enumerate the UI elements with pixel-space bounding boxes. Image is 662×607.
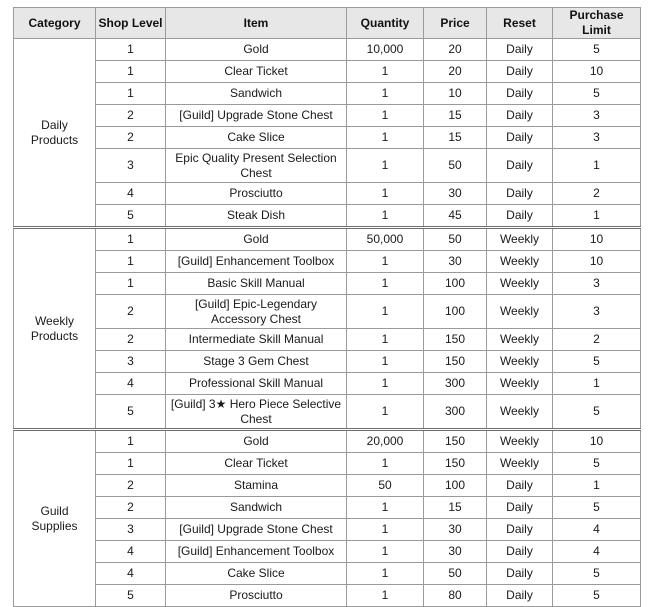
item-cell: Gold [166, 228, 347, 251]
item-cell: Clear Ticket [166, 453, 347, 475]
price-cell: 30 [424, 541, 487, 563]
item-cell: [Guild] Enhancement Toolbox [166, 251, 347, 273]
shop-level-cell: 1 [96, 430, 166, 453]
table-row [14, 105, 641, 127]
shop-level-cell: 3 [96, 519, 166, 541]
table-row [14, 39, 641, 61]
category-cell: Weekly Products [14, 228, 96, 430]
item-cell: Stamina [166, 475, 347, 497]
purchase-limit-cell: 10 [553, 228, 641, 251]
table-row [14, 83, 641, 105]
purchase-limit-cell: 1 [553, 373, 641, 395]
shop-level-cell: 1 [96, 273, 166, 295]
purchase-limit-cell: 3 [553, 295, 641, 329]
reset-cell: Weekly [487, 395, 553, 430]
table-row [14, 61, 641, 83]
reset-cell: Daily [487, 497, 553, 519]
price-cell: 15 [424, 105, 487, 127]
header-purchase-limit: Purchase Limit [553, 8, 641, 39]
reset-cell: Daily [487, 475, 553, 497]
shop-level-cell: 2 [96, 475, 166, 497]
quantity-cell: 1 [347, 453, 424, 475]
shop-level-cell: 2 [96, 329, 166, 351]
table-row [14, 373, 641, 395]
table-row [14, 205, 641, 228]
quantity-cell: 1 [347, 149, 424, 183]
item-cell: Cake Slice [166, 563, 347, 585]
quantity-cell: 1 [347, 205, 424, 228]
table-row [14, 541, 641, 563]
purchase-limit-cell: 10 [553, 430, 641, 453]
item-cell: Prosciutto [166, 183, 347, 205]
quantity-cell: 10,000 [347, 39, 424, 61]
purchase-limit-cell: 10 [553, 251, 641, 273]
header-row [14, 8, 641, 39]
purchase-limit-cell: 5 [553, 453, 641, 475]
item-cell: [Guild] Epic-Legendary Accessory Chest [166, 295, 347, 329]
quantity-cell: 50 [347, 475, 424, 497]
quantity-cell: 1 [347, 395, 424, 430]
price-cell: 100 [424, 475, 487, 497]
purchase-limit-cell: 4 [553, 519, 641, 541]
table-row [14, 453, 641, 475]
purchase-limit-cell: 5 [553, 351, 641, 373]
item-cell: Gold [166, 39, 347, 61]
reset-cell: Weekly [487, 351, 553, 373]
reset-cell: Daily [487, 105, 553, 127]
header-shop-level: Shop Level [96, 8, 166, 39]
table-row [14, 329, 641, 351]
reset-cell: Weekly [487, 329, 553, 351]
quantity-cell: 1 [347, 497, 424, 519]
reset-cell: Daily [487, 205, 553, 228]
shop-level-cell: 2 [96, 497, 166, 519]
purchase-limit-cell: 2 [553, 329, 641, 351]
quantity-cell: 1 [347, 61, 424, 83]
item-cell: [Guild] 3★ Hero Piece Selective Chest [166, 395, 347, 430]
quantity-cell: 1 [347, 295, 424, 329]
shop-level-cell: 1 [96, 83, 166, 105]
purchase-limit-cell: 4 [553, 541, 641, 563]
shop-level-cell: 4 [96, 183, 166, 205]
purchase-limit-cell: 5 [553, 585, 641, 607]
shop-level-cell: 1 [96, 228, 166, 251]
item-cell: Stage 3 Gem Chest [166, 351, 347, 373]
price-cell: 30 [424, 251, 487, 273]
purchase-limit-cell: 1 [553, 205, 641, 228]
quantity-cell: 1 [347, 127, 424, 149]
table-row [14, 127, 641, 149]
table-row [14, 563, 641, 585]
reset-cell: Daily [487, 585, 553, 607]
item-cell: [Guild] Upgrade Stone Chest [166, 519, 347, 541]
price-cell: 300 [424, 373, 487, 395]
reset-cell: Weekly [487, 295, 553, 329]
item-cell: Cake Slice [166, 127, 347, 149]
purchase-limit-cell: 5 [553, 497, 641, 519]
table-row [14, 251, 641, 273]
header-item: Item [166, 8, 347, 39]
quantity-cell: 1 [347, 329, 424, 351]
quantity-cell: 1 [347, 251, 424, 273]
item-cell: Sandwich [166, 497, 347, 519]
purchase-limit-cell: 1 [553, 475, 641, 497]
table-body [14, 39, 641, 607]
price-cell: 20 [424, 39, 487, 61]
purchase-limit-cell: 3 [553, 127, 641, 149]
quantity-cell: 1 [347, 563, 424, 585]
shop-level-cell: 2 [96, 105, 166, 127]
table-row [14, 585, 641, 607]
shop-level-cell: 4 [96, 541, 166, 563]
price-cell: 30 [424, 183, 487, 205]
quantity-cell: 1 [347, 585, 424, 607]
reset-cell: Daily [487, 83, 553, 105]
shop-level-cell: 2 [96, 295, 166, 329]
price-cell: 15 [424, 497, 487, 519]
purchase-limit-cell: 3 [553, 105, 641, 127]
purchase-limit-cell: 5 [553, 563, 641, 585]
reset-cell: Weekly [487, 430, 553, 453]
price-cell: 150 [424, 453, 487, 475]
price-cell: 50 [424, 149, 487, 183]
reset-cell: Daily [487, 149, 553, 183]
item-cell: Steak Dish [166, 205, 347, 228]
price-cell: 150 [424, 329, 487, 351]
shop-level-cell: 1 [96, 61, 166, 83]
price-cell: 300 [424, 395, 487, 430]
item-cell: Professional Skill Manual [166, 373, 347, 395]
shop-level-cell: 2 [96, 127, 166, 149]
quantity-cell: 50,000 [347, 228, 424, 251]
shop-level-cell: 4 [96, 563, 166, 585]
table-row [14, 273, 641, 295]
price-cell: 100 [424, 295, 487, 329]
price-cell: 150 [424, 430, 487, 453]
shop-table [13, 7, 641, 607]
reset-cell: Weekly [487, 453, 553, 475]
reset-cell: Weekly [487, 373, 553, 395]
reset-cell: Daily [487, 39, 553, 61]
table-row [14, 228, 641, 251]
purchase-limit-cell: 10 [553, 61, 641, 83]
item-cell: Epic Quality Present Selection Chest [166, 149, 347, 183]
table-row [14, 475, 641, 497]
price-cell: 45 [424, 205, 487, 228]
reset-cell: Daily [487, 61, 553, 83]
quantity-cell: 1 [347, 183, 424, 205]
purchase-limit-cell: 3 [553, 273, 641, 295]
price-cell: 150 [424, 351, 487, 373]
table-row [14, 395, 641, 430]
item-cell: Basic Skill Manual [166, 273, 347, 295]
shop-level-cell: 3 [96, 351, 166, 373]
reset-cell: Daily [487, 127, 553, 149]
category-cell: Guild Supplies [14, 430, 96, 607]
quantity-cell: 1 [347, 351, 424, 373]
reset-cell: Weekly [487, 251, 553, 273]
reset-cell: Weekly [487, 228, 553, 251]
price-cell: 15 [424, 127, 487, 149]
purchase-limit-cell: 5 [553, 39, 641, 61]
header-category: Category [14, 8, 96, 39]
purchase-limit-cell: 2 [553, 183, 641, 205]
header-quantity: Quantity [347, 8, 424, 39]
price-cell: 50 [424, 563, 487, 585]
shop-level-cell: 3 [96, 149, 166, 183]
price-cell: 50 [424, 228, 487, 251]
item-cell: [Guild] Enhancement Toolbox [166, 541, 347, 563]
header-reset: Reset [487, 8, 553, 39]
quantity-cell: 1 [347, 83, 424, 105]
price-cell: 10 [424, 83, 487, 105]
purchase-limit-cell: 5 [553, 83, 641, 105]
category-cell: Daily Products [14, 39, 96, 228]
table-row [14, 149, 641, 183]
purchase-limit-cell: 5 [553, 395, 641, 430]
price-cell: 20 [424, 61, 487, 83]
quantity-cell: 1 [347, 273, 424, 295]
price-cell: 100 [424, 273, 487, 295]
reset-cell: Daily [487, 563, 553, 585]
item-cell: Clear Ticket [166, 61, 347, 83]
shop-level-cell: 1 [96, 453, 166, 475]
quantity-cell: 1 [347, 373, 424, 395]
item-cell: [Guild] Upgrade Stone Chest [166, 105, 347, 127]
table-row [14, 183, 641, 205]
quantity-cell: 1 [347, 105, 424, 127]
reset-cell: Weekly [487, 273, 553, 295]
item-cell: Intermediate Skill Manual [166, 329, 347, 351]
shop-level-cell: 1 [96, 39, 166, 61]
shop-level-cell: 4 [96, 373, 166, 395]
table-row [14, 295, 641, 329]
shop-level-cell: 1 [96, 251, 166, 273]
purchase-limit-cell: 1 [553, 149, 641, 183]
reset-cell: Daily [487, 519, 553, 541]
table-row [14, 351, 641, 373]
shop-level-cell: 5 [96, 395, 166, 430]
price-cell: 80 [424, 585, 487, 607]
price-cell: 30 [424, 519, 487, 541]
table-row [14, 497, 641, 519]
shop-level-cell: 5 [96, 585, 166, 607]
quantity-cell: 20,000 [347, 430, 424, 453]
item-cell: Sandwich [166, 83, 347, 105]
reset-cell: Daily [487, 183, 553, 205]
reset-cell: Daily [487, 541, 553, 563]
quantity-cell: 1 [347, 519, 424, 541]
table-row [14, 519, 641, 541]
header-price: Price [424, 8, 487, 39]
quantity-cell: 1 [347, 541, 424, 563]
item-cell: Gold [166, 430, 347, 453]
item-cell: Prosciutto [166, 585, 347, 607]
table-row [14, 430, 641, 453]
shop-level-cell: 5 [96, 205, 166, 228]
